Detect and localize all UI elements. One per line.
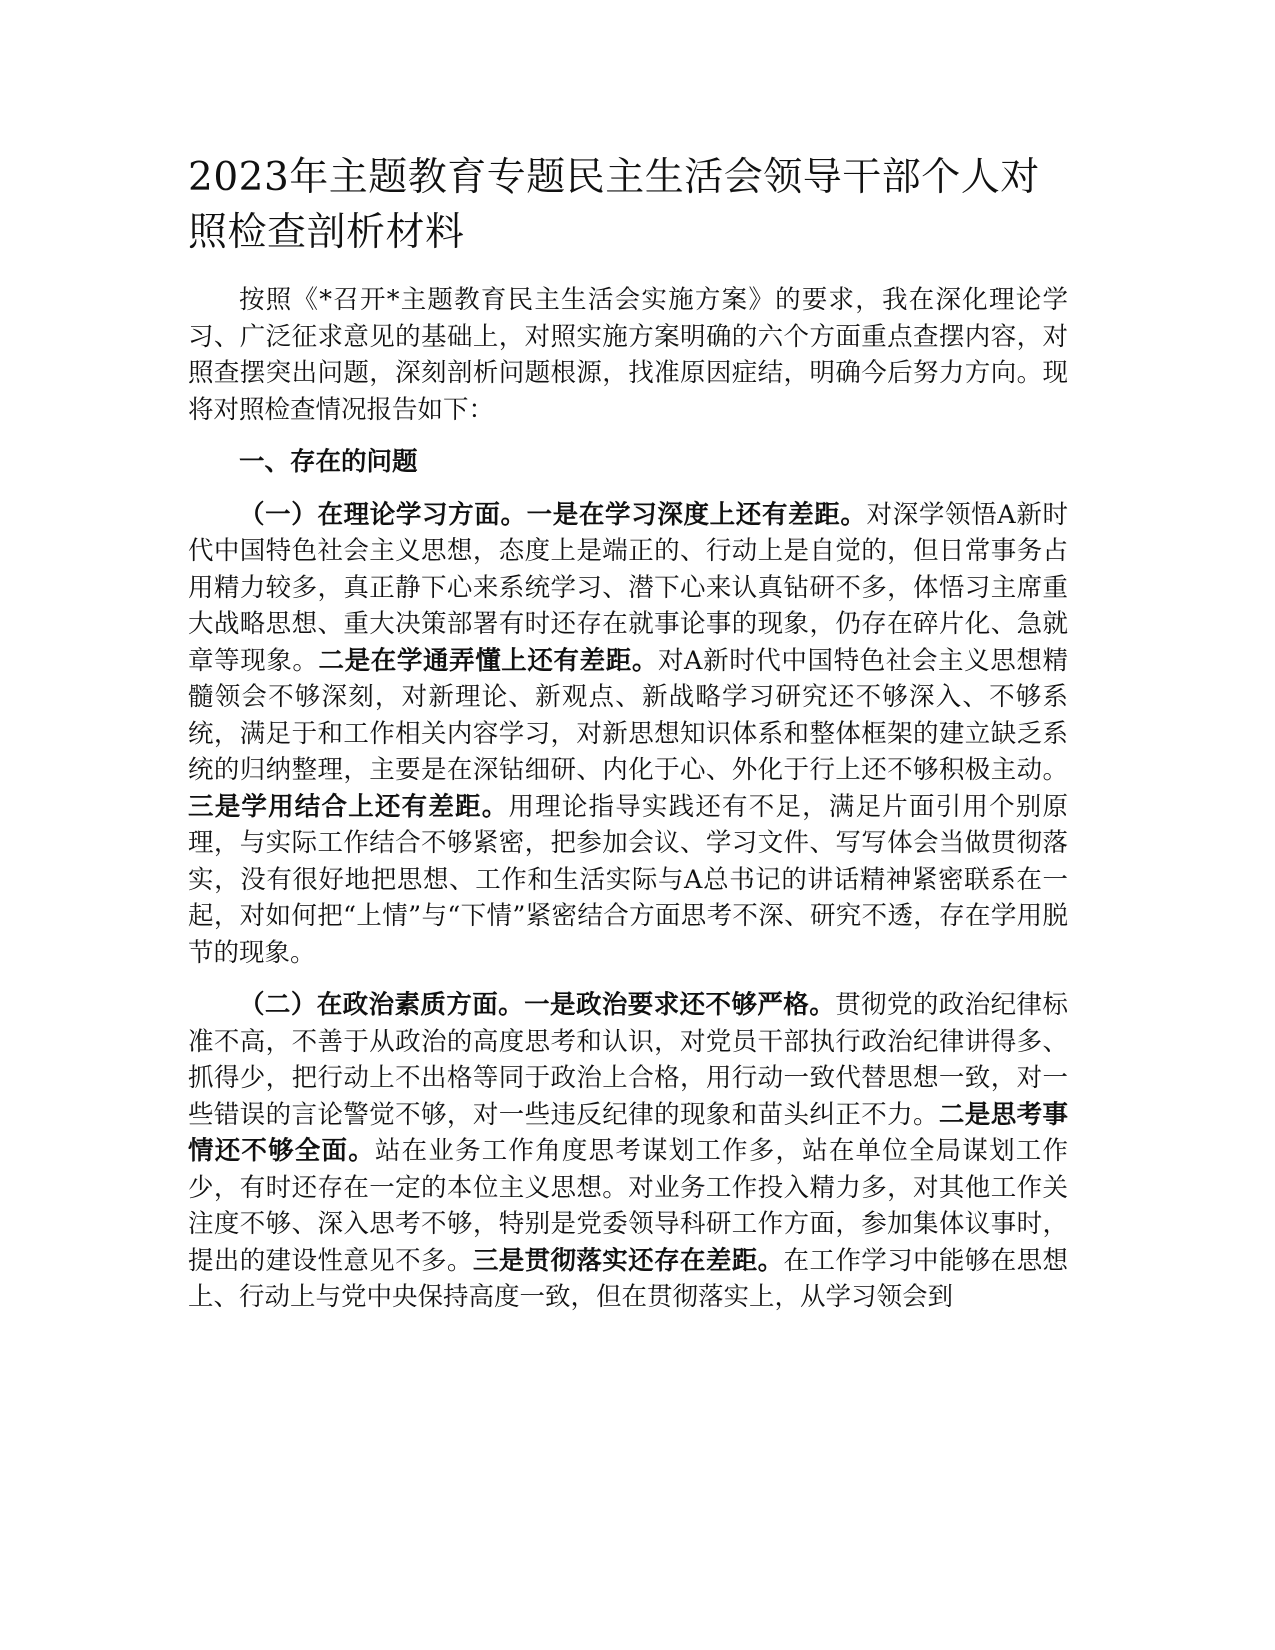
paragraph-theory-study (188, 497, 1068, 972)
paragraph-text: 在工作学习中能够在思想上、行动上与党中央保持高度一致，但在贯彻落实上，从学习领会到 (188, 1245, 1068, 1312)
paragraph-lead: （二）在政治素质方面。一是政治要求还不够严格。 (239, 990, 836, 1020)
paragraph-text: 站在业务工作角度思考谋划工作多，站在单位全局谋划工作少，有时还存在一定的本位主义思想。对业务工作投入精力多，对其他工作关注度不够、深入思考不够，特别是党委领导科研工作方面，参加集体议事时，提出的建设性意见不多。 (188, 1136, 1068, 1276)
document-page (188, 150, 1068, 1332)
paragraph-text: 贯彻党的政治纪律标准不高，不善于从政治的高度思考和认识，对党员干部执行政治纪律讲得多、抓得少，把行动上不出格等同于政治上合格，用行动一致代替思想一致，对一些错误的言论警觉不够，对一些违反纪律的现象和苗头纠正不力。 (188, 990, 1068, 1130)
point-heading: 三是学用结合上还有差距。 (188, 791, 509, 822)
paragraph-lead: （一）在理论学习方面。一是在学习深度上还有差距。 (239, 499, 867, 530)
point-heading: 三是贯彻落实还存在差距。 (472, 1245, 784, 1276)
paragraph-text: 对A新时代中国特色社会主义思想精髓领会不够深刻，对新理论、新观点、新战略学习研究还不够深入、不够系统，满足于和工作相关内容学习，对新思想知识体系和整体框架的建立缺乏系统的归纳整理，主要是在深钻细研、内化于心、外化于行上还不够积极主动。 (188, 645, 1068, 785)
paragraph-text: 用理论指导实践还有不足，满足片面引用个别原理，与实际工作结合不够紧密，把参加会议、学习文件、写写体会当做贯彻落实，没有很好地把思想、工作和生活实际与A总书记的讲话精神紧密联系在一起，对如何把“上情”与“下情”紧密结合方面思考不深、研究不透，存在学用脱节的现象。 (188, 791, 1068, 968)
document-title: 2023年主题教育专题民主生活会领导干部个人对照检查剖析材料 (188, 155, 1040, 255)
section-heading-problems: 一、存在的问题 (239, 447, 418, 477)
paragraph-political-quality (188, 987, 1068, 1316)
paragraph-text: 对深学领悟A新时代中国特色社会主义思想，态度上是端正的、行动上是自觉的，但日常事务占用精力较多，真正静下心来系统学习、潜下心来认真钻研不多，体悟习主席重大战略思想、重大决策部署有时还存在就事论事的现象，仍存在碎片化、急就章等现象。 (188, 499, 1068, 676)
point-heading: 二是在学通弄懂上还有差距。 (318, 645, 658, 676)
point-heading: 二是思考事情还不够全面。 (188, 1099, 1068, 1166)
intro-paragraph: 按照《*召开*主题教育民主生活会实施方案》的要求，我在深化理论学习、广泛征求意见的基础上，对照实施方案明确的六个方面重点查摆内容，对照查摆突出问题，深刻剖析问题根源，找准原因症结，明确今后努力方向。现将对照检查情况报告如下： (188, 285, 1068, 425)
